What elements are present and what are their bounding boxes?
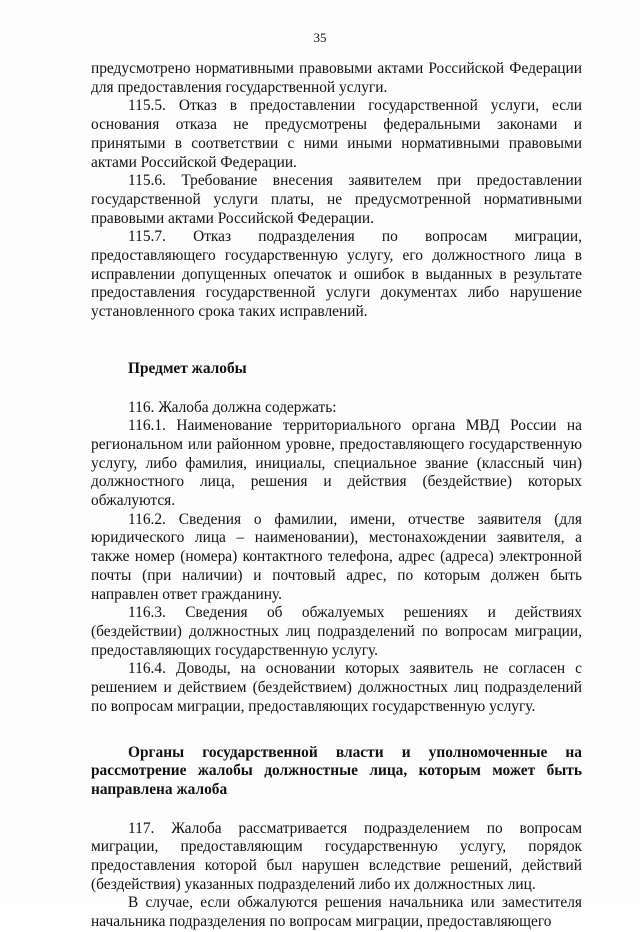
paragraph-116: 116. Жалоба должна содержать: bbox=[128, 398, 337, 416]
spacer bbox=[91, 717, 582, 744]
paragraph-115-7: 115.7. Отказ подразделения по вопросам миграции, предоставляющего государственную услугу, его должностного лица в исправлении допущенных опечаток и ошибок в выданных в результате предоставления государственной услуги документах либо нарушение установленного срока таких исправлений. bbox=[91, 228, 582, 321]
paragraph-116-3: 116.3. Сведения об обжалуемых решениях и действиях (бездействии) должностных лиц подразделений по вопросам миграции, предоставляющих государственную услугу. bbox=[91, 604, 582, 659]
spacer bbox=[91, 800, 582, 820]
paragraph-case: В случае, если обжалуются решения начальника или заместителя начальника подразделения по вопросам миграции, предоставляющего bbox=[91, 894, 582, 931]
page-number: 35 bbox=[313, 30, 327, 45]
spacer bbox=[91, 379, 582, 399]
document-body bbox=[91, 60, 582, 932]
section-heading-subject: Предмет жалобы bbox=[128, 359, 247, 377]
paragraph-116-2: 116.2. Сведения о фамилии, имени, отчестве заявителя (для юридического лица – наименовании), местонахождении заявителя, а также номер (номера) контактного телефона, адрес (адреса) электронной почты (при наличии) и почтовый адрес, по которым должен быть направлен ответ гражданину. bbox=[91, 510, 582, 603]
section-heading-bodies: Органы государственной власти и уполномоченные на рассмотрение жалобы должностные лица, которым может быть направлена жалоба bbox=[91, 743, 582, 798]
paragraph-115-6: 115.6. Требование внесения заявителем при предоставлении государственной услуги платы, не предусмотренной нормативными правовыми актами Российской Федерации. bbox=[91, 172, 582, 227]
spacer bbox=[91, 322, 582, 360]
paragraph-116-1: 116.1. Наименование территориального органа МВД России на региональном или районном уровне, предоставляющего государственную услугу, либо фамилия, инициалы, специальное звание (классный чин) должностного лица, решения и действия (бездействие) которых обжалуются. bbox=[91, 417, 582, 510]
paragraph-115-5: 115.5. Отказ в предоставлении государственной услуги, если основания отказа не предусмотрены федеральными законами и принятыми в соответствии с ними иными нормативными правовыми актами Российской Федерации. bbox=[91, 97, 582, 171]
paragraph-117: 117. Жалоба рассматривается подразделением по вопросам миграции, предоставляющим государственную услугу, порядок предоставления которой был нарушен вследствие решений, действий (бездействия) указанных подразделений либо их должностных лиц. bbox=[91, 819, 582, 893]
paragraph-116-4: 116.4. Доводы, на основании которых заявитель не согласен с решением и действием (бездействием) должностных лиц подразделений по вопросам миграции, предоставляющих государственную услугу. bbox=[91, 660, 582, 715]
paragraph-intro: предусмотрено нормативными правовыми актами Российской Федерации для предоставления государственной услуги. bbox=[91, 60, 582, 96]
